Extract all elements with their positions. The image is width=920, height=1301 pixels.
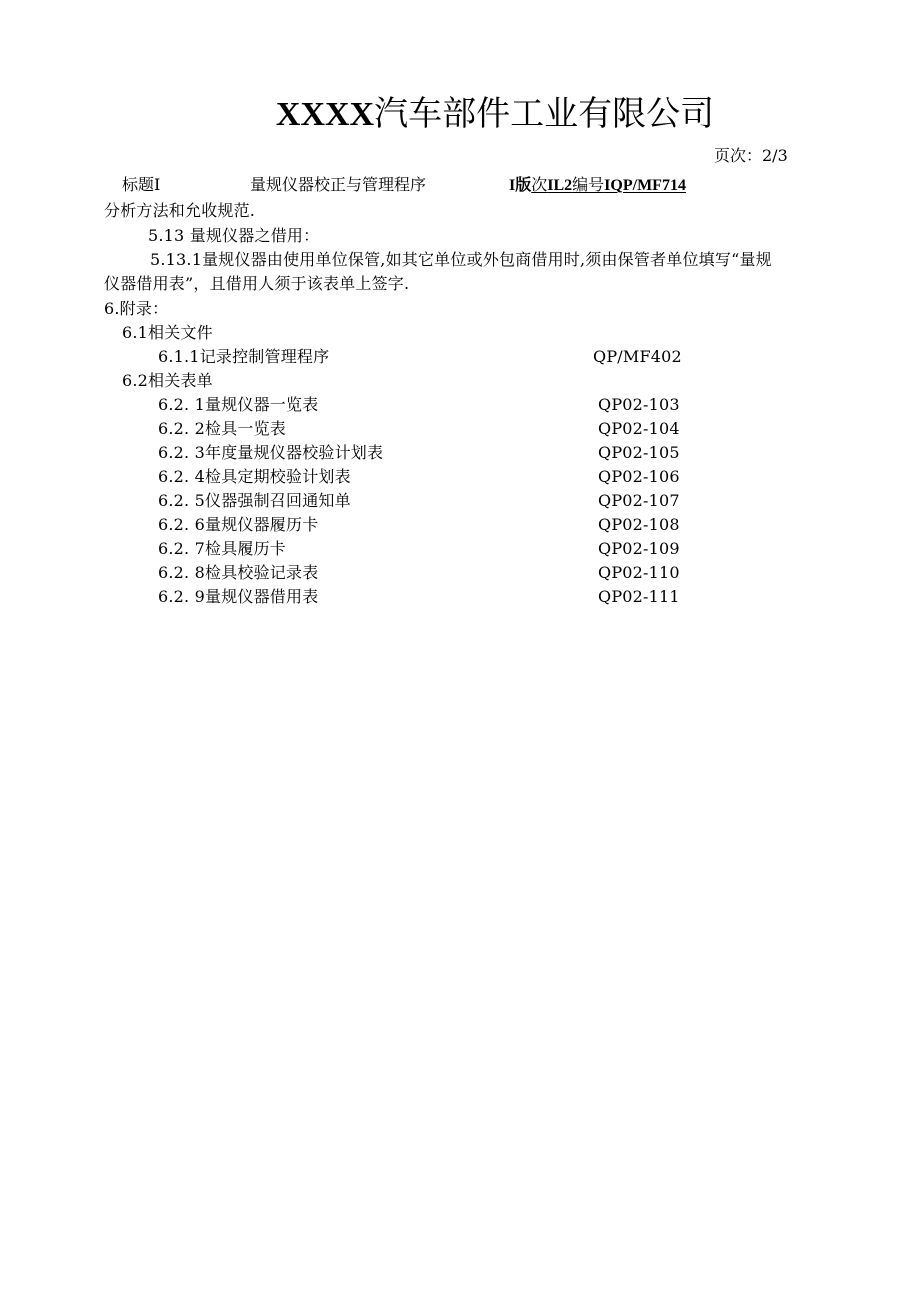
page-number: 页次：2/3: [714, 146, 788, 165]
form-row: [158, 537, 678, 561]
form-code: QP02-110: [598, 563, 680, 582]
version-value: IL2: [547, 177, 573, 194]
appendix-heading: 6.附录：: [104, 299, 169, 318]
form-label: 6.2. 1量规仪器一览表: [158, 395, 319, 414]
version-field: [509, 174, 686, 197]
company-title: [0, 92, 920, 137]
form-row: [158, 417, 678, 441]
company-name-latin: XXXX: [275, 96, 375, 133]
form-code: QP02-106: [598, 467, 680, 486]
version-prefix: I版: [509, 177, 532, 194]
form-label: 6.2. 6量规仪器履历卡: [158, 515, 319, 534]
form-row: [158, 513, 678, 537]
form-label: 6.2. 7检具履历卡: [158, 539, 286, 558]
form-label: 6.2. 4检具定期校验计划表: [158, 467, 351, 486]
form-row: [158, 489, 678, 513]
document-code: QP/MF402: [593, 347, 682, 366]
form-label: 6.2. 8检具校验记录表: [158, 563, 319, 582]
body-line-1: 分析方法和允收规范.: [104, 201, 256, 220]
related-forms-heading: 6.2相关表单: [122, 371, 213, 390]
form-code: QP02-104: [598, 419, 680, 438]
section-5-13-1-line-2: 仪器借用表”，且借用人须于该表单上签字.: [104, 274, 410, 293]
form-label: 6.2. 9量规仪器借用表: [158, 587, 319, 606]
form-row: [158, 561, 678, 585]
form-label: 6.2. 2检具一览表: [158, 419, 286, 438]
form-code: QP02-105: [598, 443, 680, 462]
form-code: QP02-109: [598, 539, 680, 558]
title-label: 标题I: [122, 175, 161, 194]
form-row: [158, 441, 678, 465]
form-code: QP02-111: [598, 587, 680, 606]
company-name-cjk: 汽车部件工业有限公司: [374, 94, 715, 134]
version-label: 次: [531, 175, 548, 194]
document-row: [158, 345, 682, 369]
form-row: [158, 585, 678, 609]
number-value: IQP/MF714: [604, 177, 686, 194]
title-value: 量规仪器校正与管理程序: [250, 175, 427, 194]
number-label: 编号: [572, 175, 605, 194]
form-code: QP02-108: [598, 515, 680, 534]
form-code: QP02-103: [598, 395, 680, 414]
form-label: 6.2. 5仪器强制召回通知单: [158, 491, 351, 510]
document-label: 6.1.1记录控制管理程序: [158, 347, 330, 366]
form-row: [158, 465, 678, 489]
section-5-13-heading: 5.13 量规仪器之借用：: [148, 226, 320, 245]
document-header-row: [0, 174, 920, 196]
form-code: QP02-107: [598, 491, 680, 510]
related-documents-heading: 6.1相关文件: [122, 323, 213, 342]
section-5-13-1-line-1: 5.13.1量规仪器由使用单位保管,如其它单位或外包商借用时,须由保管者单位填写“量规: [150, 250, 772, 269]
form-label: 6.2. 3年度量规仪器校验计划表: [158, 443, 384, 462]
form-row: [158, 393, 678, 417]
